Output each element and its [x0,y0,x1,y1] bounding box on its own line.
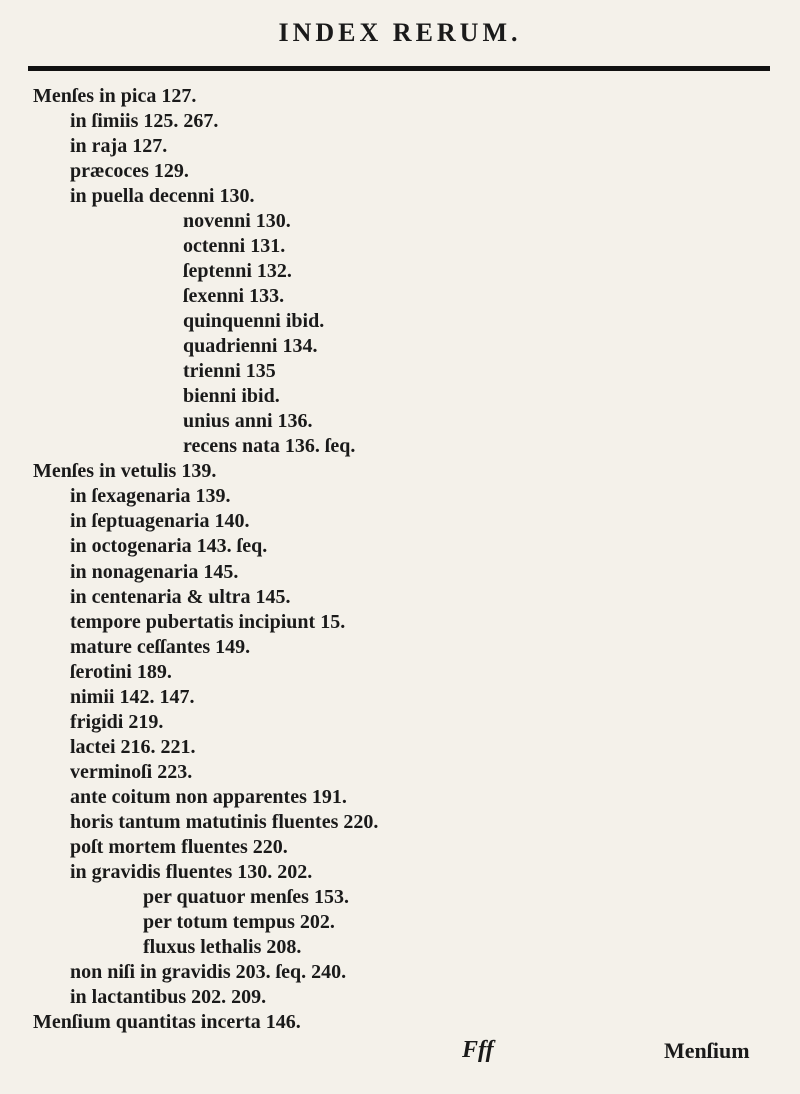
index-entry: nimii 142. 147. [70,686,195,708]
index-entry: lactei 216. 221. [70,736,196,758]
index-entry: in ſimiis 125. 267. [70,110,219,132]
index-entry: unius anni 136. [183,410,313,432]
index-entry: tempore pubertatis incipiunt 15. [70,611,346,633]
index-entry: verminoſi 223. [70,761,193,783]
index-entry: octenni 131. [183,235,286,257]
index-entry: Menſium quantitas incerta 146. [33,1011,301,1033]
index-entry: in ſeptuagenaria 140. [70,510,250,532]
index-entry: in raja 127. [70,135,168,157]
index-entry: novenni 130. [183,210,291,232]
index-entry: in ſexagenaria 139. [70,485,231,507]
index-entry: fluxus lethalis 208. [143,936,302,958]
index-entry: bienni ibid. [183,385,280,407]
index-entry: præcoces 129. [70,160,189,182]
header-rule [28,66,770,71]
index-entry: Menſes in vetulis 139. [33,460,217,482]
index-entry: horis tantum matutinis fluentes 220. [70,811,379,833]
index-entry: non niſi in gravidis 203. ſeq. 240. [70,961,347,983]
page-header: INDEX RERUM. [278,18,522,47]
index-entry: ſerotini 189. [70,661,172,683]
index-entry: ſeptenni 132. [183,260,292,282]
index-entry: in lactantibus 202. 209. [70,986,267,1008]
index-entry: per totum tempus 202. [143,911,335,933]
index-entry: trienni 135 [183,360,276,382]
index-entry: in nonagenaria 145. [70,561,239,583]
index-entry: in centenaria & ultra 145. [70,586,291,608]
index-entry: frigidi 219. [70,711,164,733]
index-entry: mature ceſſantes 149. [70,636,251,658]
index-entry: in gravidis fluentes 130. 202. [70,861,313,883]
index-entry: in puella decenni 130. [70,185,255,207]
index-entry: ante coitum non apparentes 191. [70,786,347,808]
index-entry: Menſes in pica 127. [33,85,197,107]
signature-mark: Fff [462,1037,494,1063]
catchword: Menſium [664,1038,750,1063]
index-entry: in octogenaria 143. ſeq. [70,535,268,557]
index-entry: quinquenni ibid. [183,310,325,332]
index-entry: ſexenni 133. [183,285,285,307]
index-entry: poſt mortem fluentes 220. [70,836,288,858]
index-entry: per quatuor menſes 153. [143,886,349,908]
index-entry: quadrienni 134. [183,335,318,357]
index-entry: recens nata 136. ſeq. [183,435,356,457]
